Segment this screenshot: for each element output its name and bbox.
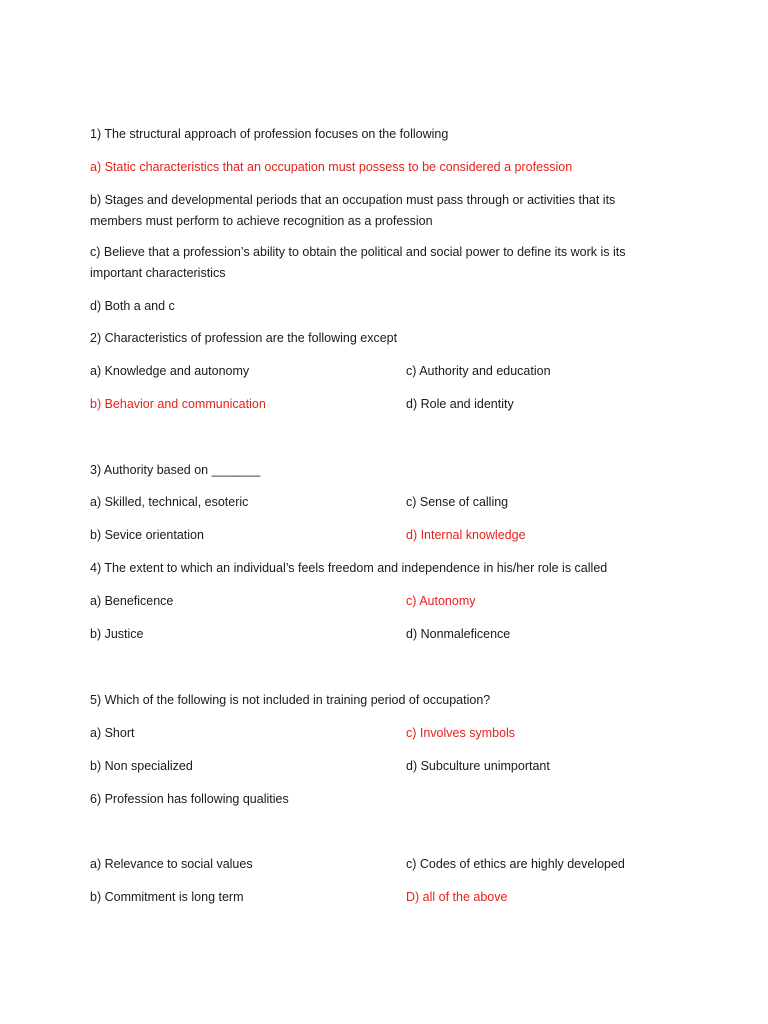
q2-option-b-answer: b) Behavior and communication	[90, 397, 266, 411]
q3-option-d-answer: d) Internal knowledge	[406, 528, 526, 542]
q2-option-c: c) Authority and education	[406, 364, 551, 378]
q2-option-a: a) Knowledge and autonomy	[90, 364, 250, 378]
q5-option-c-answer: c) Involves symbols	[406, 726, 516, 740]
q2-option-d: d) Role and identity	[406, 397, 514, 411]
q1-option-b: b) Stages and developmental periods that an occupation must pass through or activities that its members must perform to achieve recognition as a profession	[90, 193, 616, 228]
q5-option-d: d) Subculture unimportant	[406, 759, 550, 773]
q3-option-a: a) Skilled, technical, esoteric	[90, 495, 249, 509]
q4-option-c-answer: c) Autonomy	[406, 594, 476, 608]
question-3: 3) Authority based on _______	[90, 463, 261, 477]
q1-option-c: c) Believe that a profession’s ability to obtain the political and social power to define its work is its important characteristics	[90, 245, 626, 280]
q6-option-a: a) Relevance to social values	[90, 857, 253, 871]
q6-option-c: c) Codes of ethics are highly developed	[406, 857, 625, 871]
question-6: 6) Profession has following qualities	[90, 792, 289, 806]
q5-option-a: a) Short	[90, 726, 135, 740]
q6-option-d-answer: D) all of the above	[406, 890, 508, 904]
q4-option-a: a) Beneficence	[90, 594, 174, 608]
q6-option-b: b) Commitment is long term	[90, 890, 244, 904]
q4-option-b: b) Justice	[90, 627, 144, 641]
question-4: 4) The extent to which an individual’s feels freedom and independence in his/her role is called	[90, 561, 608, 575]
q5-option-b: b) Non specialized	[90, 759, 193, 773]
question-5: 5) Which of the following is not included in training period of occupation?	[90, 693, 491, 707]
question-1: 1) The structural approach of profession focuses on the following	[90, 127, 449, 141]
q3-option-c: c) Sense of calling	[406, 495, 509, 509]
q1-option-d: d) Both a and c	[90, 299, 175, 313]
question-2: 2) Characteristics of profession are the following except	[90, 331, 398, 345]
q3-option-b: b) Sevice orientation	[90, 528, 204, 542]
q1-option-a-answer: a) Static characteristics that an occupation must possess to be considered a profession	[90, 160, 573, 174]
q4-option-d: d) Nonmaleficence	[406, 627, 511, 641]
